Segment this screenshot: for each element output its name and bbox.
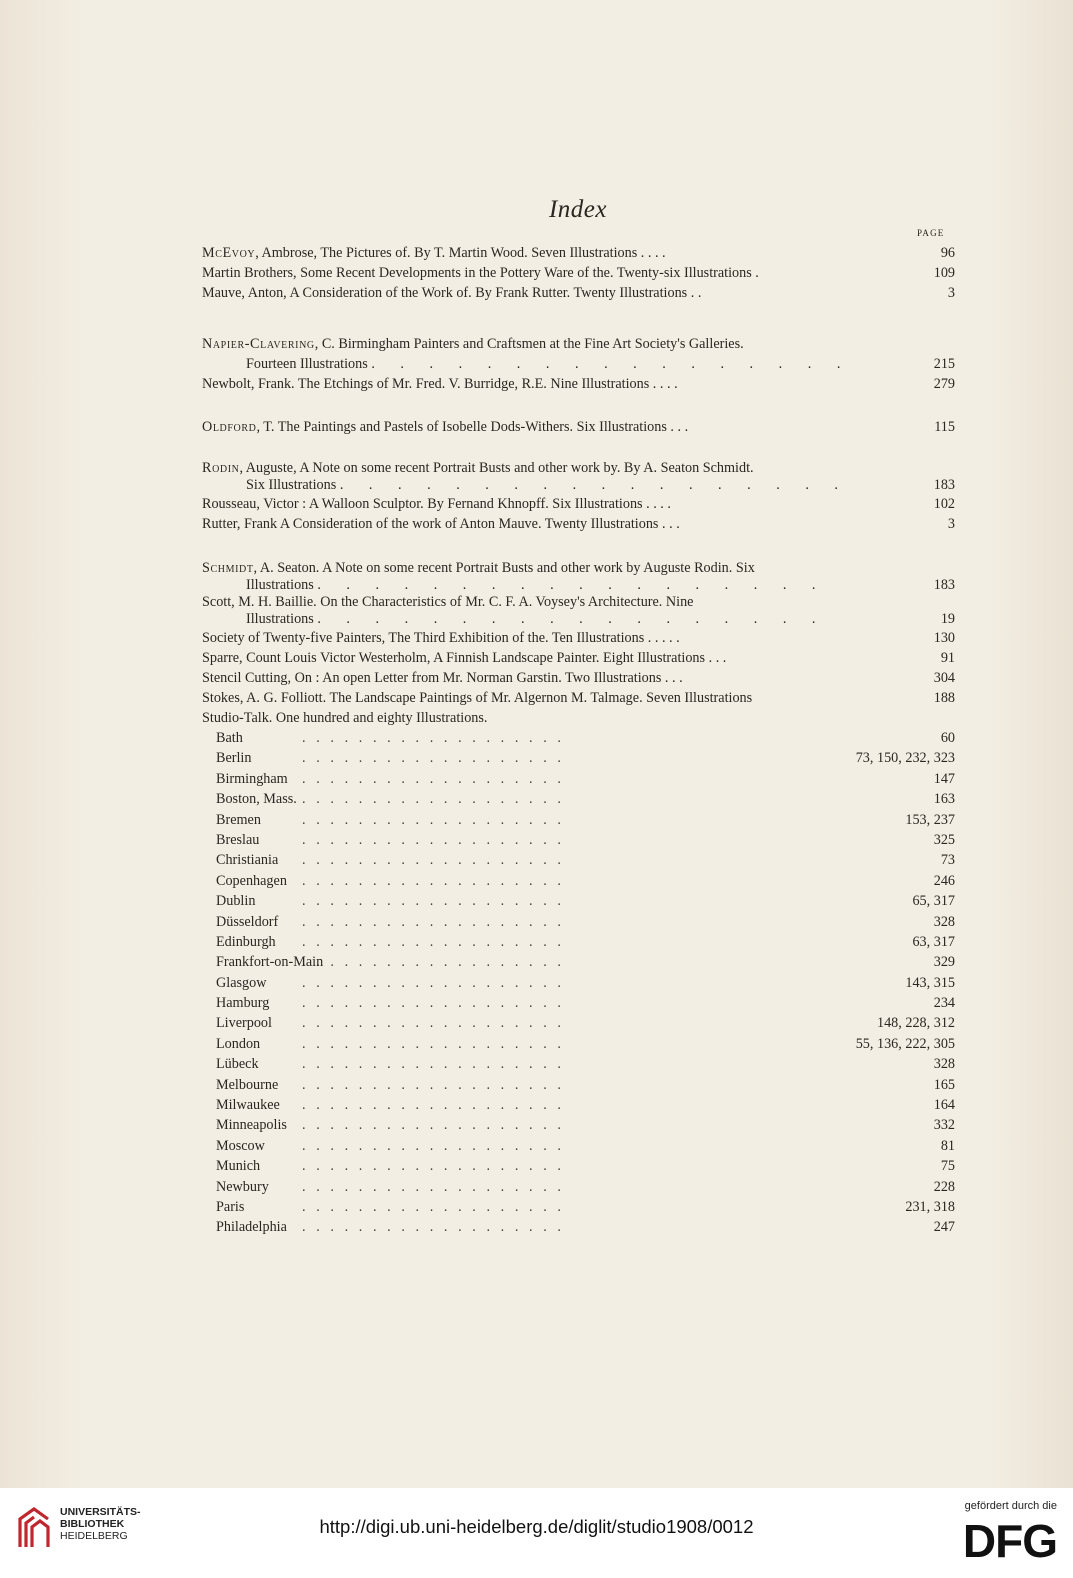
index-title: Index [548, 196, 608, 223]
studio-talk-heading: Studio-Talk. One hundred and eighty Illustrations. [202, 710, 488, 726]
index-entry: Newbolt, Frank. The Etchings of Mr. Fred. V. Burridge, R.E. Nine Illustrations . . . . 279 [202, 376, 955, 392]
index-entry: Scott, M. H. Baillie. On the Characteristics of Mr. C. F. A. Voysey's Architecture. Nine Illustrations . . . . . . . . . . . . . . . . . . 19 [202, 594, 955, 627]
studio-talk-item: Milwaukee . . . . . . . . . . . . . . . . . . . 164 [216, 1097, 955, 1114]
index-entry: Rutter, Frank A Consideration of the work of Anton Mauve. Twenty Illustrations . . . 3 [202, 516, 955, 532]
studio-talk-item: Melbourne . . . . . . . . . . . . . . . . . . . 165 [216, 1076, 955, 1093]
studio-talk-item: Minneapolis . . . . . . . . . . . . . . . . . . . 332 [216, 1117, 955, 1134]
page-column-label: PAGE [917, 228, 945, 238]
source-url-link[interactable]: http://digi.ub.uni-heidelberg.de/diglit/studio1908/0012 [319, 1516, 754, 1537]
studio-talk-item: Liverpool . . . . . . . . . . . . . . . . . . . 148, 228, 312 [216, 1015, 955, 1032]
index-entry: Schmidt, A. Seaton. A Note on some recent Portrait Busts and other work by Auguste Rodin. Six Illustrations . . . . . . . . . . . . . . . . . . 183 [202, 560, 955, 593]
studio-talk-item: Boston, Mass. . . . . . . . . . . . . . . . . . . . 163 [216, 791, 955, 808]
index-entry: Stokes, A. G. Folliott. The Landscape Paintings of Mr. Algernon M. Talmage. Seven Illustrations 188 [202, 690, 955, 706]
index-entry: Mauve, Anton, A Consideration of the Work of. By Frank Rutter. Twenty Illustrations . . 3 [202, 285, 955, 301]
studio-talk-item: Berlin . . . . . . . . . . . . . . . . . . . 73, 150, 232, 323 [216, 750, 955, 767]
index-entry: Rousseau, Victor : A Walloon Sculptor. By Fernand Khnopff. Six Illustrations . . . . 102 [202, 496, 955, 512]
studio-talk-item: London . . . . . . . . . . . . . . . . . . . 55, 136, 222, 305 [216, 1035, 955, 1052]
studio-talk-item: Frankfort-on-Main . . . . . . . . . . . . . . . . . . . 329 [216, 954, 955, 971]
library-name: UNIVERSITÄTS- BIBLIOTHEK HEIDELBERG [60, 1506, 141, 1542]
studio-talk-item: Dublin . . . . . . . . . . . . . . . . . . . 65, 317 [216, 893, 955, 910]
studio-talk-item: Edinburgh . . . . . . . . . . . . . . . . . . . 63, 317 [216, 933, 955, 950]
studio-talk-item: Munich . . . . . . . . . . . . . . . . . . . 75 [216, 1158, 955, 1175]
studio-talk-item: Newbury . . . . . . . . . . . . . . . . . . . 228 [216, 1178, 955, 1195]
studio-talk-item: Hamburg . . . . . . . . . . . . . . . . . . . 234 [216, 995, 955, 1012]
index-entry: Sparre, Count Louis Victor Westerholm, A Finnish Landscape Painter. Eight Illustrations . . . 91 [202, 650, 955, 666]
studio-talk-item: Paris . . . . . . . . . . . . . . . . . . . 231, 318 [216, 1198, 955, 1215]
index-entry: Napier-Clavering, C. Birmingham Painters and Craftsmen at the Fine Art Society's Galleries. Fourteen Illustrations . . . . . . . . . . . . . . . . . 215 [202, 336, 955, 372]
studio-talk-item: Bath . . . . . . . . . . . . . . . . . . . 60 [216, 730, 955, 746]
index-entry: Oldford, T. The Paintings and Pastels of Isobelle Dods-Withers. Six Illustrations . . . 115 [202, 419, 955, 435]
studio-talk-item: Moscow . . . . . . . . . . . . . . . . . . . 81 [216, 1137, 955, 1154]
studio-talk-item: Birmingham . . . . . . . . . . . . . . . . . . . 147 [216, 770, 955, 787]
index-entry: Martin Brothers, Some Recent Developments in the Pottery Ware of the. Twenty-six Illustrations . 109 [202, 265, 955, 281]
studio-talk-item: Philadelphia . . . . . . . . . . . . . . . . . . . 247 [216, 1219, 955, 1236]
studio-talk-item: Breslau . . . . . . . . . . . . . . . . . . . 325 [216, 831, 955, 848]
dfg-logo: DFG [962, 1515, 1057, 1567]
studio-talk-item: Christiania . . . . . . . . . . . . . . . . . . . 73 [216, 852, 955, 869]
studio-talk-item: Lübeck . . . . . . . . . . . . . . . . . . . 328 [216, 1056, 955, 1073]
index-entry: McEvoy, Ambrose, The Pictures of. By T. Martin Wood. Seven Illustrations . . . . 96 [202, 245, 955, 261]
studio-talk-item: Glasgow . . . . . . . . . . . . . . . . . . . 143, 315 [216, 974, 955, 991]
index-body [202, 243, 955, 1238]
index-entry: Stencil Cutting, On : An open Letter from Mr. Norman Garstin. Two Illustrations . . . 304 [202, 670, 955, 686]
studio-talk-item: Copenhagen . . . . . . . . . . . . . . . . . . . 246 [216, 872, 955, 889]
index-entry: Society of Twenty-five Painters, The Third Exhibition of the. Ten Illustrations . . . . . 130 [202, 630, 955, 646]
index-entry: Rodin, Auguste, A Note on some recent Portrait Busts and other work by. By A. Seaton Schmidt. Six Illustrations . . . . . . . . . . . . . . . . . . 183 [202, 460, 955, 493]
studio-talk-item: Düsseldorf . . . . . . . . . . . . . . . . . . . 328 [216, 913, 955, 930]
studio-talk-list [202, 728, 955, 1238]
studio-talk-item: Bremen . . . . . . . . . . . . . . . . . . . 153, 237 [216, 811, 955, 828]
funded-by-label: gefördert durch die [964, 1500, 1057, 1512]
footer-bar [0, 1488, 1073, 1578]
